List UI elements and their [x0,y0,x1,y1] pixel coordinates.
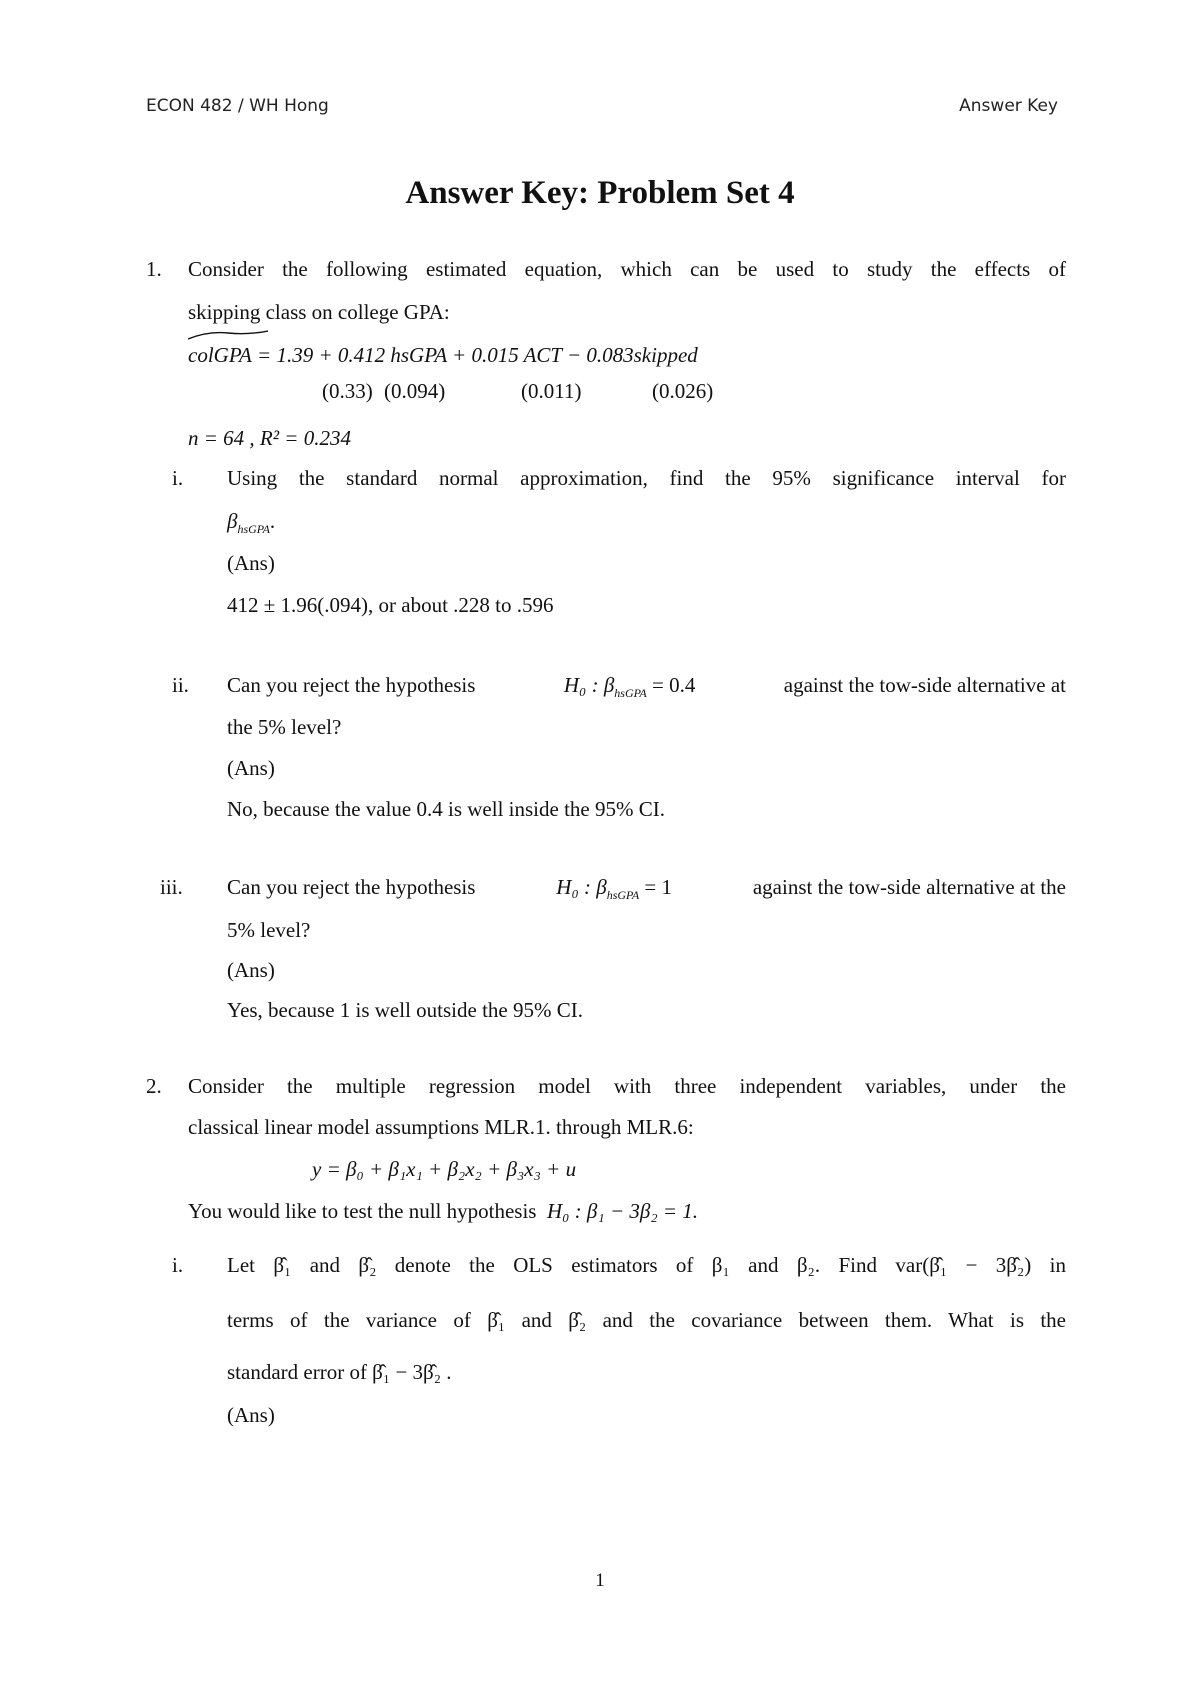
q1-ii-answer: No, because the value 0.4 is well inside the 95% CI. [227,797,665,821]
se-4: (0.026) [652,379,714,403]
q1-stats: n = 64 , R² = 0.234 [188,426,351,450]
colgpa-hat-term: colGPA [188,340,252,370]
se-3: (0.011) [521,379,582,403]
q1-ii-line2: the 5% level? [227,715,342,739]
q1-i-ans-label: (Ans) [227,551,275,575]
q1-text-line2: skipping class on college GPA: [188,300,450,324]
se-2: (0.094) [384,379,446,403]
q2-i-ans-label: (Ans) [227,1403,275,1427]
hypothesis-expr: H₀ : $\beta_{hsGPA} = 0.4$ [563,673,696,701]
se-1: (0.33) [322,379,373,403]
q2-null-line: You would like to test the null hypothesis H₀ : β₁ − 3β₂ = 1. [188,1199,699,1223]
q2-number: 2. [146,1074,162,1098]
q1-number: 1. [146,257,162,281]
q2-i-line3: standard error of β̂₁ − 3β̂₂ . [227,1360,452,1384]
q1-iii-line2: 5% level? [227,918,311,942]
q1-ii-ans-label: (Ans) [227,756,275,780]
wide-hat-icon [188,330,268,340]
q1-i-line1: Using the standard normal approximation, find the 95% significance interval for [227,466,1066,490]
header-course: ECON 482 / WH Hong [146,96,329,116]
q1-ii-line1: Can you reject the hypothesis H₀ : $\beta_{hsGPA} = 0.4$ against the tow-side alternative at [227,670,1066,708]
beta-subscript: hsGPA [237,522,270,537]
q2-i-label: i. [172,1253,184,1277]
q2-i-line1: Let β̂₁ and β̂₂ denote the OLS estimators of β₁ and β₂. Find var(β̂₁ − 3β̂₂) in [227,1253,1066,1277]
q1-i-line2: $\beta_{hsGPA}$. [227,509,276,537]
page-number: 1 [595,1570,605,1591]
q1-text-line1: Consider the following estimated equation, which can be used to study the effects of [188,257,1066,281]
q1-iii-line1: Can you reject the hypothesis H₀ : $\beta_{hsGPA} = 1$ against the tow-side alternative at the [227,872,1066,910]
hypothesis-expr: H₀ : $\beta_{hsGPA} = 1$ [556,875,673,903]
q1-i-label: i. [172,466,184,490]
null-hypothesis: H₀ : β₁ − 3β₂ = 1. [546,1199,699,1223]
q1-iii-ans-label: (Ans) [227,958,275,982]
header-label: Answer Key [959,96,1058,116]
q1-equation [188,340,698,370]
q2-i-line2: terms of the variance of β̂₁ and β̂₂ and the covariance between them. What is the [227,1308,1066,1332]
q1-iii-answer: Yes, because 1 is well outside the 95% CI. [227,998,583,1022]
q1-equation-rhs: = 1.39 + 0.412 hsGPA + 0.015 ACT − 0.083skipped [257,343,698,367]
q2-text-line1: Consider the multiple regression model with three independent variables, under the [188,1074,1066,1098]
q1-ii-label: ii. [172,673,189,697]
q2-model-equation: y = β₀ + β₁x₁ + β₂x₂ + β₃x₃ + u [312,1157,577,1181]
page-title: Answer Key: Problem Set 4 [405,175,795,211]
q2-text-line2: classical linear model assumptions MLR.1. through MLR.6: [188,1115,694,1139]
q1-iii-label: iii. [160,875,183,899]
q1-i-answer: 412 ± 1.96(.094), or about .228 to .596 [227,593,554,617]
